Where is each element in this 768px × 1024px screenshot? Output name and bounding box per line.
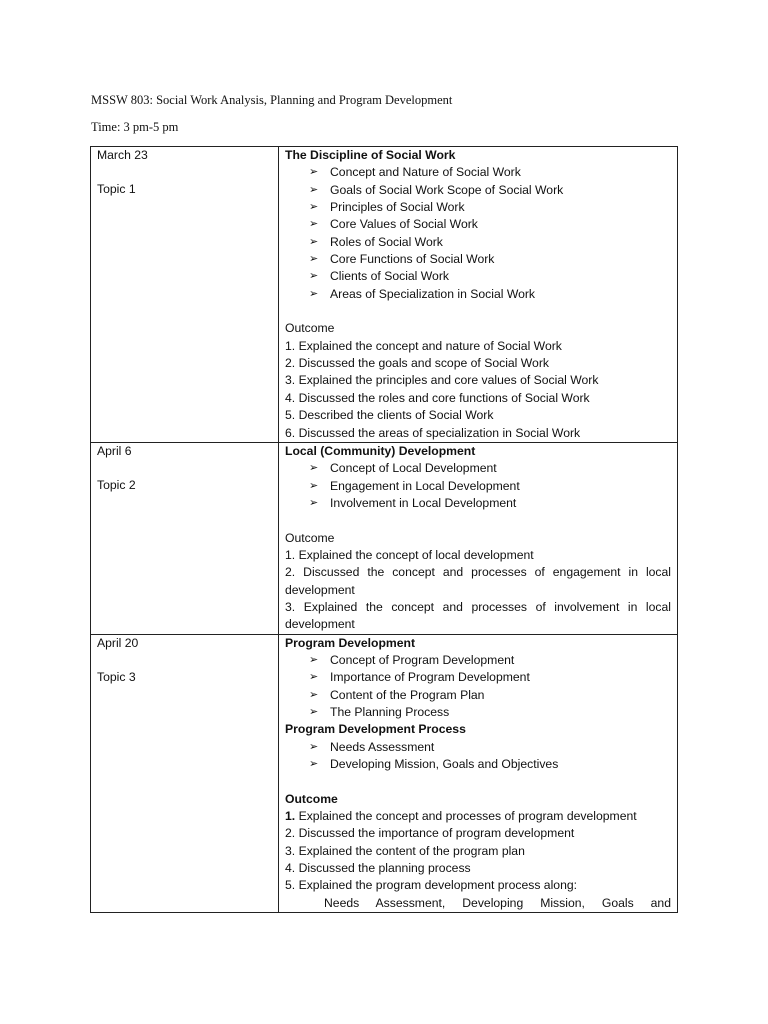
outcome-list xyxy=(285,338,671,442)
arrow-bullet-icon: ➢ xyxy=(309,758,319,771)
outcome-item: 3. Explained the principles and core values of Social Work xyxy=(285,373,599,388)
list-item xyxy=(309,182,671,199)
list-item xyxy=(309,704,671,721)
bullet-text: Principles of Social Work xyxy=(330,200,465,215)
date-cell xyxy=(91,442,279,634)
list-item xyxy=(309,164,671,181)
outcome-item: 1. Explained the concept and nature of Social Work xyxy=(285,338,562,353)
arrow-bullet-icon: ➢ xyxy=(309,201,319,214)
bullet-text: Needs Assessment xyxy=(330,739,435,754)
list-item xyxy=(309,652,671,669)
outcome-continuation: Needs Assessment, Developing Mission, Goals and xyxy=(324,895,671,910)
bullet-text: Importance of Program Development xyxy=(330,670,530,685)
outcome-item: 2. Discussed the concept and processes of engagement in local development xyxy=(285,565,672,597)
schedule-table xyxy=(90,146,678,913)
content-cell xyxy=(279,634,678,913)
bullet-text: Involvement in Local Development xyxy=(330,495,517,510)
outcome-label: Outcome xyxy=(285,791,338,806)
list-item xyxy=(309,286,671,303)
section-title: Program Development Process xyxy=(285,722,466,737)
arrow-bullet-icon: ➢ xyxy=(309,462,319,475)
topic-label: Topic 2 xyxy=(97,478,136,493)
list-item xyxy=(309,460,671,477)
outcome-label: Outcome xyxy=(285,530,335,545)
bullet-text: Content of the Program Plan xyxy=(330,687,485,702)
list-item xyxy=(309,687,671,704)
list-item xyxy=(309,495,671,512)
outcome-item: 2. Discussed the importance of program development xyxy=(285,826,575,841)
schedule-row xyxy=(91,634,678,913)
arrow-bullet-icon: ➢ xyxy=(309,270,319,283)
outcome-item: 4. Discussed the planning process xyxy=(285,861,471,876)
outcome-item: 4. Discussed the roles and core functions of Social Work xyxy=(285,390,590,405)
outcome-item: 5. Explained the program development process along: xyxy=(285,878,578,893)
schedule-row xyxy=(91,147,678,443)
arrow-bullet-icon: ➢ xyxy=(309,671,319,684)
topic-bullet-list xyxy=(285,164,671,303)
outcome-label: Outcome xyxy=(285,321,335,336)
bullet-text: Concept of Local Development xyxy=(330,461,497,476)
outcome-item: 1. Explained the concept of local development xyxy=(285,547,534,562)
list-item xyxy=(309,478,671,495)
topic-label: Topic 3 xyxy=(97,669,136,684)
content-cell xyxy=(279,147,678,443)
bullet-text: The Planning Process xyxy=(330,705,450,719)
bullet-text: Concept of Program Development xyxy=(330,652,515,667)
bullet-text: Goals of Social Work Scope of Social Work xyxy=(330,182,564,197)
list-item xyxy=(309,251,671,268)
arrow-bullet-icon: ➢ xyxy=(309,287,319,300)
bullet-text: Areas of Specialization in Social Work xyxy=(330,286,536,301)
outcome-item: 2. Discussed the goals and scope of Social Work xyxy=(285,356,549,371)
topic-label: Topic 1 xyxy=(97,182,136,197)
arrow-bullet-icon: ➢ xyxy=(309,496,319,509)
bullet-text: Clients of Social Work xyxy=(330,269,449,284)
section-title: Local (Community) Development xyxy=(285,443,476,458)
arrow-bullet-icon: ➢ xyxy=(309,166,319,179)
arrow-bullet-icon: ➢ xyxy=(309,653,319,666)
section-title: The Discipline of Social Work xyxy=(285,148,456,162)
arrow-bullet-icon: ➢ xyxy=(309,253,319,266)
arrow-bullet-icon: ➢ xyxy=(309,706,319,718)
section-title: Program Development xyxy=(285,635,416,650)
list-item xyxy=(309,199,671,216)
session-date: April 6 xyxy=(97,443,132,458)
session-time: Time: 3 pm-5 pm xyxy=(91,120,179,134)
topic-bullet-list xyxy=(285,460,671,512)
outcome-item: 3. Explained the concept and processes of involvement in local development xyxy=(285,599,671,632)
bullet-text: Core Functions of Social Work xyxy=(330,252,495,267)
session-date: April 20 xyxy=(97,635,139,650)
list-item xyxy=(309,268,671,285)
course-title: MSSW 803: Social Work Analysis, Planning and Program Development xyxy=(91,93,453,107)
bullet-text: Core Values of Social Work xyxy=(330,217,478,232)
list-item xyxy=(309,669,671,686)
arrow-bullet-icon: ➢ xyxy=(309,740,319,753)
outcome-list xyxy=(285,547,671,634)
outcome-item: 1. Explained the concept and processes of program development xyxy=(285,809,637,824)
bullet-text: Roles of Social Work xyxy=(330,234,443,249)
arrow-bullet-icon: ➢ xyxy=(309,235,319,248)
bullet-text: Developing Mission, Goals and Objectives xyxy=(330,757,559,772)
list-item xyxy=(309,739,671,756)
arrow-bullet-icon: ➢ xyxy=(309,688,319,701)
date-cell xyxy=(91,147,279,443)
list-item xyxy=(309,756,671,773)
outcome-item: 5. Described the clients of Social Work xyxy=(285,408,494,423)
list-item xyxy=(309,216,671,233)
schedule-row xyxy=(91,442,678,634)
content-cell xyxy=(279,442,678,634)
topic-bullet-list xyxy=(285,739,671,774)
arrow-bullet-icon: ➢ xyxy=(309,218,319,231)
session-date: March 23 xyxy=(97,148,148,162)
date-cell xyxy=(91,634,279,913)
outcome-item: 3. Explained the content of the program plan xyxy=(285,843,525,858)
outcome-item: 6. Discussed the areas of specialization in Social Work xyxy=(285,425,581,440)
topic-bullet-list xyxy=(285,652,671,721)
arrow-bullet-icon: ➢ xyxy=(309,183,319,196)
bullet-text: Concept and Nature of Social Work xyxy=(330,165,521,180)
outcome-list xyxy=(285,808,671,895)
bullet-text: Engagement in Local Development xyxy=(330,478,520,493)
arrow-bullet-icon: ➢ xyxy=(309,479,319,492)
list-item xyxy=(309,234,671,251)
